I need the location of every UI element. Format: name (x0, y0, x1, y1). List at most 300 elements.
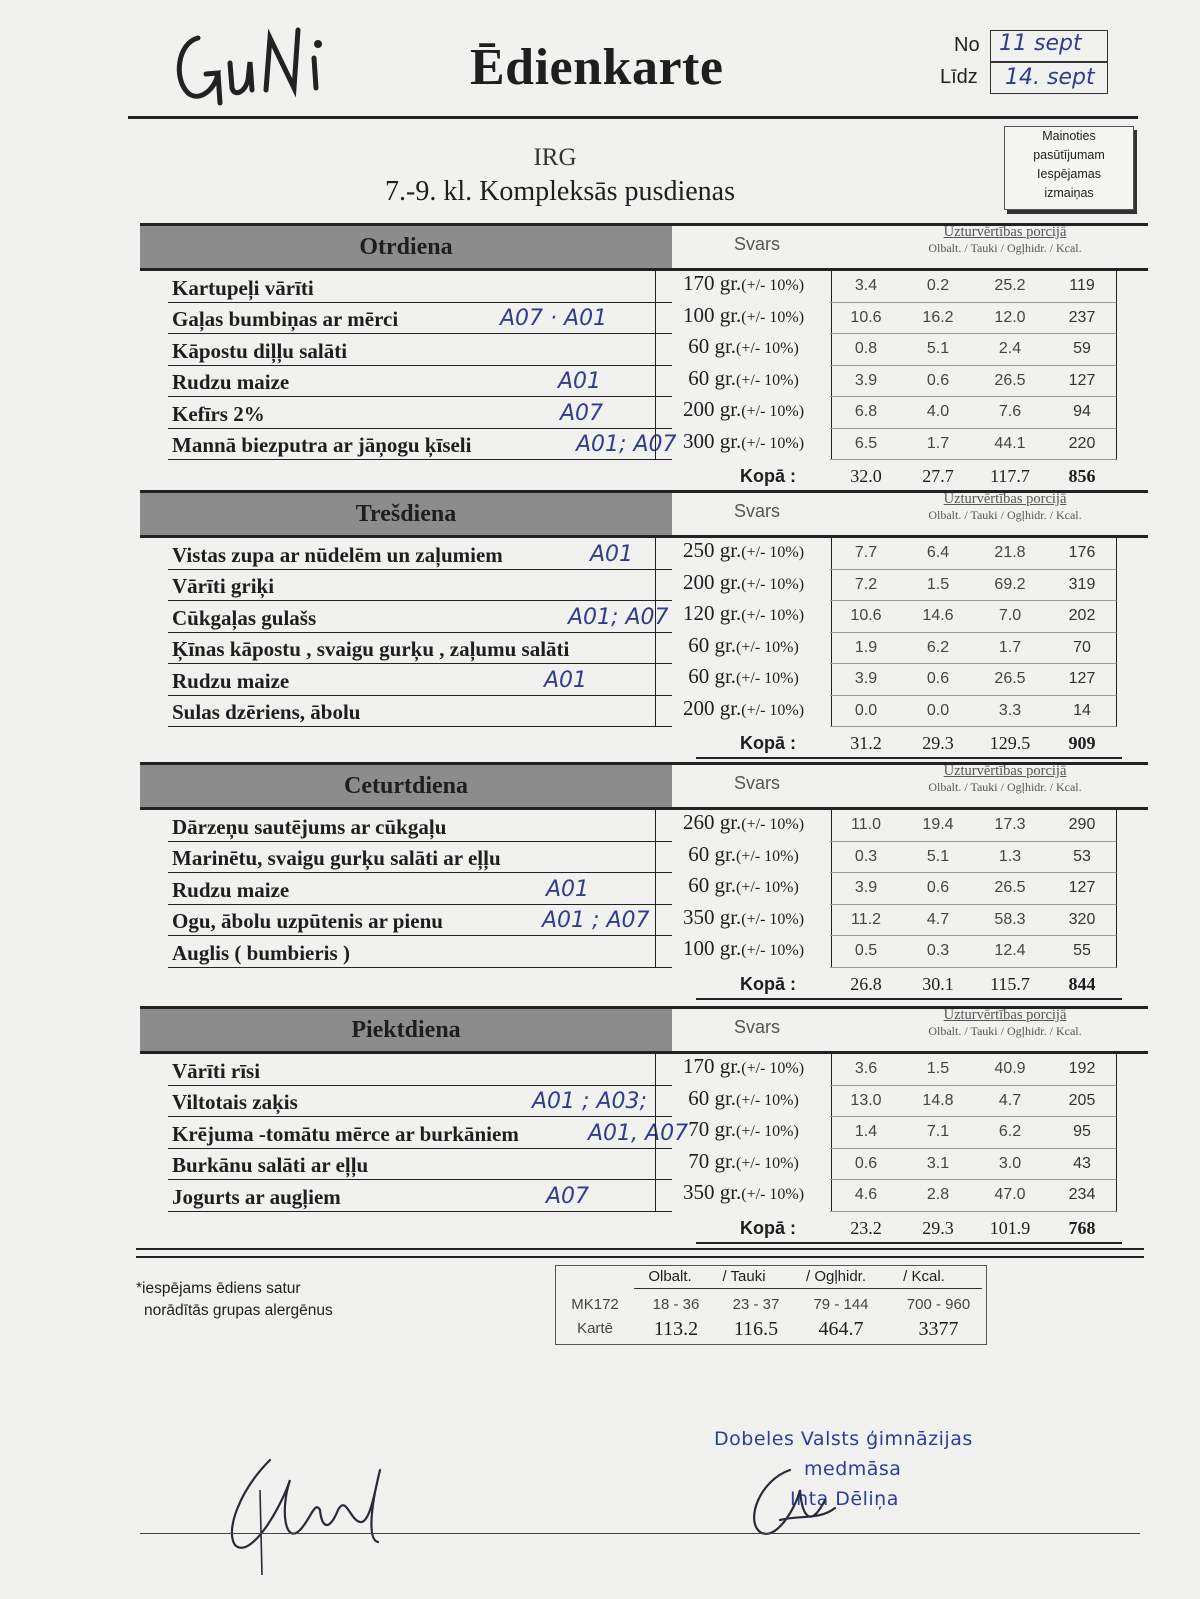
quantity-cell (655, 810, 832, 842)
total-o: 31.2 (850, 733, 882, 753)
quantity-tolerance: (+/- 10%) (736, 1123, 799, 1140)
day-header (140, 762, 1148, 810)
nutrition-c: 26.5 (994, 879, 1026, 896)
nutrition-values (830, 842, 1117, 874)
menu-item-row (140, 366, 1148, 398)
nutrition-t: 4.7 (926, 910, 950, 928)
quantity-unit: gr. (719, 1054, 742, 1078)
nutrition-o: 10.6 (850, 607, 882, 624)
total-o: 32.0 (850, 466, 882, 486)
quantity (683, 601, 804, 625)
dish-name: Dārzeņu sautējums ar cūkgaļu (172, 814, 447, 839)
quantity-unit: gr. (714, 1085, 737, 1110)
quantity-value: 100 (682, 936, 715, 960)
nutrition-o: 0.8 (854, 340, 878, 357)
quantity-unit: gr. (714, 1148, 737, 1173)
nutrition-k: 234 (1068, 1186, 1096, 1203)
quantity-value: 350 (682, 1180, 715, 1204)
dish-name: Rudzu maize (172, 370, 290, 394)
mk-value: 18 - 36 (652, 1296, 700, 1313)
dish-name: Ogu, ābolu uzpūtenis ar pienu (172, 909, 443, 933)
nutrition-t: 1.5 (926, 575, 950, 593)
quantity-cell (655, 1180, 832, 1212)
quantity-value: 200 (682, 397, 715, 421)
stamp-line: Dobeles Valsts ģimnāzijas (714, 1428, 973, 1450)
menu-item-row (140, 936, 1148, 968)
dish-name: Auglis ( bumbieris ) (172, 940, 350, 965)
quantity-value: 70 (688, 1117, 710, 1141)
nutrition-o: 3.9 (854, 670, 878, 687)
menu-item-row (140, 1117, 1148, 1149)
footnote-line: *iespējams ēdiens satur (136, 1280, 301, 1297)
change-notice-line: izmaiņas (1044, 186, 1094, 200)
quantity-tolerance: (+/- 10%) (736, 847, 799, 865)
total-o: 23.2 (850, 1217, 882, 1238)
quantity (683, 1054, 804, 1078)
nutrition-c: 69.2 (994, 575, 1026, 593)
mk-value: 79 - 144 (813, 1296, 869, 1313)
day-name: Piektdiena (140, 1009, 672, 1051)
quantity-unit: gr. (719, 904, 742, 929)
quantity-tolerance: (+/- 10%) (741, 1060, 805, 1077)
allergen-code: A01, A07 (588, 1120, 689, 1146)
total-c: 101.9 (989, 1217, 1031, 1238)
total-k: 768 (1068, 1217, 1096, 1238)
svars-header: Svars (733, 501, 780, 521)
allergen-code: A07 (560, 400, 604, 426)
quantity-tolerance: (+/- 10%) (741, 277, 805, 294)
menu-item-row (140, 842, 1148, 874)
nutrition-o: 3.9 (854, 371, 878, 389)
allergen-code: A01 ; A03; (532, 1089, 647, 1114)
quantity-tolerance: (+/- 10%) (741, 910, 805, 928)
quantity (683, 271, 804, 295)
nutrition-o: 7.2 (854, 575, 878, 593)
dish-name: Krējuma -tomātu mērce ar burkāniem (172, 1121, 519, 1146)
quantity-value: 200 (682, 569, 715, 594)
karte-value: 113.2 (653, 1318, 699, 1340)
total-c: 117.7 (990, 466, 1030, 486)
nutrition-k: 237 (1068, 308, 1096, 326)
menu-item-row (140, 429, 1148, 461)
quantity-unit: gr. (719, 271, 742, 295)
nutrition-o: 0.6 (854, 1154, 878, 1172)
nutrition-t: 19.4 (922, 816, 954, 833)
quantity-tolerance: (+/- 10%) (736, 1091, 799, 1109)
quantity (683, 810, 804, 834)
dish-name: Kāpostu diļļu salāti (172, 338, 348, 363)
nutrition-c: 58.3 (994, 910, 1026, 928)
quantity-tolerance: (+/- 10%) (741, 1186, 805, 1203)
nutrition-o: 3.9 (854, 879, 878, 896)
dish-name: Rudzu maize (172, 668, 290, 693)
quantity-unit: gr. (719, 810, 742, 834)
guni-logo (168, 18, 348, 108)
nutrition-o: 11.2 (851, 910, 881, 928)
total-t: 29.3 (922, 1217, 954, 1238)
nutrition-values (830, 303, 1117, 335)
menu-item-row (140, 538, 1148, 570)
total-o: 26.8 (850, 973, 882, 994)
allergen-footnote (136, 1278, 333, 1322)
signature-left (210, 1450, 400, 1580)
quantity-unit: gr. (719, 428, 742, 453)
nutrition-values (830, 397, 1117, 429)
nutrition-k: 95 (1073, 1123, 1091, 1140)
quantity-cell (655, 1086, 832, 1118)
mk-label: MK172 (571, 1296, 619, 1313)
quantity-tolerance: (+/- 10%) (741, 607, 805, 624)
nutrition-header (860, 1007, 1150, 1039)
allergen-code: A01; A07 (576, 432, 677, 457)
quantity-unit: gr. (719, 936, 742, 960)
menu-item-row (140, 1086, 1148, 1118)
quantity (683, 429, 804, 453)
day-header (140, 1006, 1148, 1054)
quantity-cell (655, 366, 832, 398)
nutrition-values (830, 1180, 1117, 1212)
quantity-value: 60 (688, 873, 710, 897)
quantity-tolerance: (+/- 10%) (741, 308, 805, 326)
nutrition-t: 5.1 (926, 847, 950, 865)
quantity-unit: gr. (714, 334, 737, 358)
nutrition-values (830, 1086, 1117, 1118)
quantity-tolerance: (+/- 10%) (736, 879, 799, 896)
quantity-cell (655, 1149, 832, 1181)
total-label: Kopā : (740, 973, 796, 994)
nutrition-t: 1.7 (926, 434, 950, 452)
nutrition-o: 7.7 (854, 544, 878, 561)
nutrition-c: 7.6 (998, 403, 1022, 420)
nutrition-t: 6.4 (926, 544, 950, 561)
total-k: 844 (1068, 973, 1096, 994)
svars-header: Svars (733, 773, 780, 793)
no-field (990, 30, 1108, 62)
dish-name: Jogurts ar augļiem (172, 1184, 341, 1209)
quantity-tolerance: (+/- 10%) (741, 544, 805, 561)
change-notice-line: Mainoties (1042, 129, 1096, 143)
quantity-value: 200 (682, 695, 715, 720)
total-c: 129.5 (989, 733, 1031, 753)
quantity-tolerance: (+/- 10%) (736, 670, 799, 687)
quantity-unit: gr. (714, 1117, 737, 1141)
quantity-cell (655, 397, 832, 429)
menu-item-row (140, 1054, 1148, 1086)
day-header (140, 490, 1148, 538)
quantity (688, 366, 799, 390)
quantity-value: 60 (688, 632, 710, 657)
day-section (140, 223, 1148, 496)
quantity-unit: gr. (714, 873, 737, 897)
nutrition-c: 44.1 (994, 434, 1026, 452)
menu-item-row (140, 873, 1148, 905)
day-name: Ceturtdiena (140, 765, 672, 807)
nutrition-o: 13.0 (850, 1091, 882, 1109)
total-k: 856 (1068, 466, 1096, 486)
quantity-cell (655, 570, 832, 602)
nutrition-values (830, 429, 1117, 461)
nutrition-t: 0.0 (926, 701, 950, 719)
dish-name: Gaļas bumbiņas ar mērci (172, 307, 399, 331)
quantity (688, 334, 799, 358)
nutrition-header (860, 491, 1150, 523)
nutrition-values (830, 905, 1117, 937)
nutrition-title: Uzturvērtības porcijā (943, 1007, 1067, 1023)
allergen-code: A01 ; A07 (542, 908, 650, 933)
total-label: Kopā : (740, 1217, 796, 1238)
karte-value: 464.7 (818, 1318, 864, 1340)
nutrition-c: 6.2 (998, 1123, 1022, 1140)
stamp-line: medmāsa (804, 1458, 902, 1480)
nutrition-t: 0.3 (926, 942, 950, 959)
quantity-cell (655, 936, 832, 968)
nutrition-t: 3.1 (926, 1154, 950, 1172)
dish-name: Mannā biezputra ar jāņogu ķīseli (172, 433, 472, 457)
nutrition-t: 16.2 (922, 308, 954, 326)
quantity-cell (655, 334, 832, 366)
nutrition-header (860, 763, 1150, 795)
day-section (140, 1006, 1148, 1248)
dish-name: Sulas dzēriens, ābolu (172, 700, 361, 724)
nutrition-c: 1.7 (998, 638, 1022, 656)
lidz-field (990, 62, 1108, 94)
allergen-code: A07 · A01 (500, 306, 608, 331)
allergen-code: A01 (546, 876, 590, 902)
quantity (688, 633, 799, 657)
lidz-value: 14. sept (1005, 65, 1095, 90)
quantity-value: 250 (682, 538, 715, 562)
nutrition-values (830, 570, 1117, 602)
nutrition-title: Uzturvērtības porcijā (943, 763, 1067, 779)
quantity (683, 696, 804, 720)
nutrition-t: 4.0 (926, 403, 950, 420)
quantity-value: 350 (682, 904, 715, 929)
total-c: 115.7 (990, 973, 1030, 994)
nutrition-c: 25.2 (994, 277, 1026, 294)
dish-name: Burkānu salāti ar eļļu (172, 1153, 369, 1177)
menu-item-row (140, 271, 1148, 303)
nutrition-c: 40.9 (994, 1060, 1026, 1077)
nutrition-k: 127 (1068, 879, 1096, 896)
nutrition-k: 43 (1073, 1154, 1091, 1172)
nutrition-o: 6.5 (854, 434, 878, 452)
nutrition-title: Uzturvērtības porcijā (943, 491, 1067, 507)
mk-value: 23 - 37 (732, 1296, 780, 1313)
karte-label: Kartē (577, 1320, 613, 1337)
summary-header: / Ogļhidr. (805, 1268, 867, 1285)
nutrition-o: 10.6 (850, 308, 882, 326)
quantity-cell (655, 271, 832, 303)
no-label: No (954, 34, 980, 56)
quantity-unit: gr. (714, 365, 737, 390)
quantity-tolerance: (+/- 10%) (736, 371, 799, 389)
dish-name: Vārīti griķi (172, 574, 275, 598)
nutrition-values (830, 873, 1117, 905)
quantity-value: 300 (682, 428, 715, 453)
nutrition-o: 1.9 (854, 638, 878, 656)
quantity-unit: gr. (714, 632, 737, 657)
dish-name: Rudzu maize (172, 877, 290, 902)
quantity-unit: gr. (719, 538, 742, 562)
menu-item-row (140, 633, 1148, 665)
total-t: 30.1 (922, 973, 954, 994)
nutrition-values (830, 271, 1117, 303)
day-name: Otrdiena (140, 226, 672, 268)
day-name: Trešdiena (140, 493, 672, 535)
nutrition-c: 7.0 (998, 607, 1022, 624)
nutrition-k: 176 (1068, 544, 1096, 561)
quantity-tolerance: (+/- 10%) (741, 942, 805, 959)
quantity-tolerance: (+/- 10%) (741, 434, 805, 452)
stamp-line: Inta Dēliņa (790, 1488, 899, 1510)
nutrition-values (830, 1054, 1117, 1086)
allergen-code: A01 (544, 667, 588, 693)
nutrition-k: 320 (1068, 910, 1096, 928)
menu-item-row (140, 1180, 1148, 1212)
nutrition-values (830, 633, 1117, 665)
nutrition-columns: Olbalt. / Tauki / Ogļhidr. / Kcal. (928, 780, 1082, 794)
nutrition-t: 7.1 (926, 1123, 950, 1140)
quantity-value: 60 (688, 1085, 710, 1110)
quantity-value: 60 (688, 334, 710, 358)
quantity-unit: gr. (719, 1180, 742, 1204)
quantity-cell (655, 429, 832, 461)
quantity (683, 1180, 804, 1204)
nutrition-t: 1.5 (926, 1060, 950, 1077)
nutrition-o: 6.8 (854, 403, 878, 420)
nutrition-o: 3.4 (854, 277, 878, 294)
quantity-value: 120 (682, 601, 715, 625)
nutrition-k: 192 (1068, 1060, 1096, 1077)
nutrition-values (830, 664, 1117, 696)
day-section (140, 490, 1148, 763)
nutrition-c: 1.3 (998, 847, 1022, 865)
nutrition-o: 0.3 (854, 847, 878, 865)
change-notice-line: Iespējamas (1037, 167, 1101, 181)
quantity-cell (655, 303, 832, 335)
nutrition-c: 26.5 (994, 371, 1026, 389)
nutrition-t: 14.6 (922, 607, 954, 624)
nutrition-title: Uzturvērtības porcijā (943, 224, 1067, 240)
nutrition-values (830, 810, 1117, 842)
total-label: Kopā : (740, 466, 796, 486)
lidz-label: Līdz (940, 66, 978, 88)
quantity-cell (655, 601, 832, 633)
dish-name: Ķīnas kāpostu , svaigu gurķu , zaļumu salāti (172, 637, 570, 661)
quantity-cell (655, 873, 832, 905)
quantity-cell (655, 1117, 832, 1149)
menu-item-row (140, 397, 1148, 429)
quantity-unit: gr. (714, 841, 737, 866)
nutrition-k: 94 (1073, 403, 1091, 420)
quantity (683, 538, 804, 562)
nutrition-o: 4.6 (854, 1186, 878, 1203)
quantity (688, 664, 799, 688)
svars-header: Svars (733, 234, 780, 254)
quantity-tolerance: (+/- 10%) (741, 403, 805, 420)
quantity-value: 170 (682, 271, 715, 295)
quantity (683, 570, 804, 594)
quantity-cell (655, 696, 832, 728)
nutrition-summary-table (555, 1265, 987, 1345)
nutrition-c: 3.0 (998, 1154, 1022, 1172)
nutrition-k: 205 (1068, 1091, 1096, 1109)
menu-item-row (140, 810, 1148, 842)
quantity-unit: gr. (714, 664, 737, 688)
nutrition-t: 2.8 (926, 1186, 950, 1203)
quantity (688, 842, 799, 866)
quantity (683, 936, 804, 960)
nutrition-k: 220 (1068, 434, 1096, 452)
menu-item-row (140, 664, 1148, 696)
quantity-value: 60 (688, 664, 710, 688)
karte-value: 116.5 (733, 1318, 779, 1340)
nutrition-t: 6.2 (926, 638, 950, 656)
nutrition-c: 2.4 (998, 340, 1022, 357)
quantity-cell (655, 633, 832, 665)
menu-item-row (140, 601, 1148, 633)
nutrition-t: 0.6 (926, 879, 950, 896)
dish-name: Vistas zupa ar nūdelēm un zaļumiem (172, 542, 503, 567)
day-total-row (140, 968, 1148, 1004)
nutrition-values (830, 1117, 1117, 1149)
quantity-cell (655, 1054, 832, 1086)
quantity-tolerance: (+/- 10%) (741, 701, 805, 719)
day-total-row (140, 727, 1148, 763)
quantity-unit: gr. (719, 302, 742, 327)
change-notice-line: pasūtījumam (1033, 148, 1105, 162)
quantity-value: 170 (682, 1054, 715, 1078)
day-section (140, 762, 1148, 1004)
nutrition-k: 127 (1068, 670, 1096, 687)
quantity-tolerance: (+/- 10%) (736, 340, 799, 357)
nutrition-t: 0.2 (926, 277, 950, 294)
nutrition-o: 1.4 (854, 1123, 878, 1140)
no-value: 11 sept (999, 31, 1082, 56)
quantity (688, 873, 799, 897)
quantity (688, 1086, 799, 1110)
nutrition-values (830, 366, 1117, 398)
summary-rule (634, 1288, 982, 1289)
nutrition-t: 5.1 (926, 340, 950, 357)
footnote-line: norādītās grupas alergēnus (144, 1302, 333, 1319)
quantity-cell (655, 842, 832, 874)
menu-item-row (140, 570, 1148, 602)
nutrition-values (830, 601, 1117, 633)
nutrition-columns: Olbalt. / Tauki / Ogļhidr. / Kcal. (928, 241, 1082, 255)
nutrition-c: 3.3 (998, 701, 1022, 719)
nutrition-k: 119 (1069, 277, 1095, 294)
allergen-code: A01; A07 (568, 604, 669, 630)
dish-name: Cūkgaļas gulašs (172, 605, 317, 630)
svars-header: Svars (733, 1017, 780, 1037)
summary-header: / Kcal. (903, 1268, 945, 1285)
dish-name: Marinētu, svaigu gurķu salāti ar eļļu (172, 846, 501, 870)
nutrition-values (830, 936, 1117, 968)
menu-subtitle: 7.-9. kl. Kompleksās pusdienas (385, 176, 735, 207)
nutrition-c: 26.5 (994, 670, 1026, 687)
nutrition-o: 0.0 (854, 701, 878, 719)
nutrition-values (830, 1149, 1117, 1181)
total-t: 27.7 (922, 466, 954, 486)
nutrition-k: 55 (1073, 942, 1091, 959)
nutrition-c: 12.4 (994, 942, 1026, 959)
allergen-code: A01 (590, 541, 634, 567)
total-underline (696, 1242, 1122, 1244)
quantity (688, 1149, 799, 1173)
menu-item-row (140, 905, 1148, 937)
signature-right (740, 1460, 840, 1550)
